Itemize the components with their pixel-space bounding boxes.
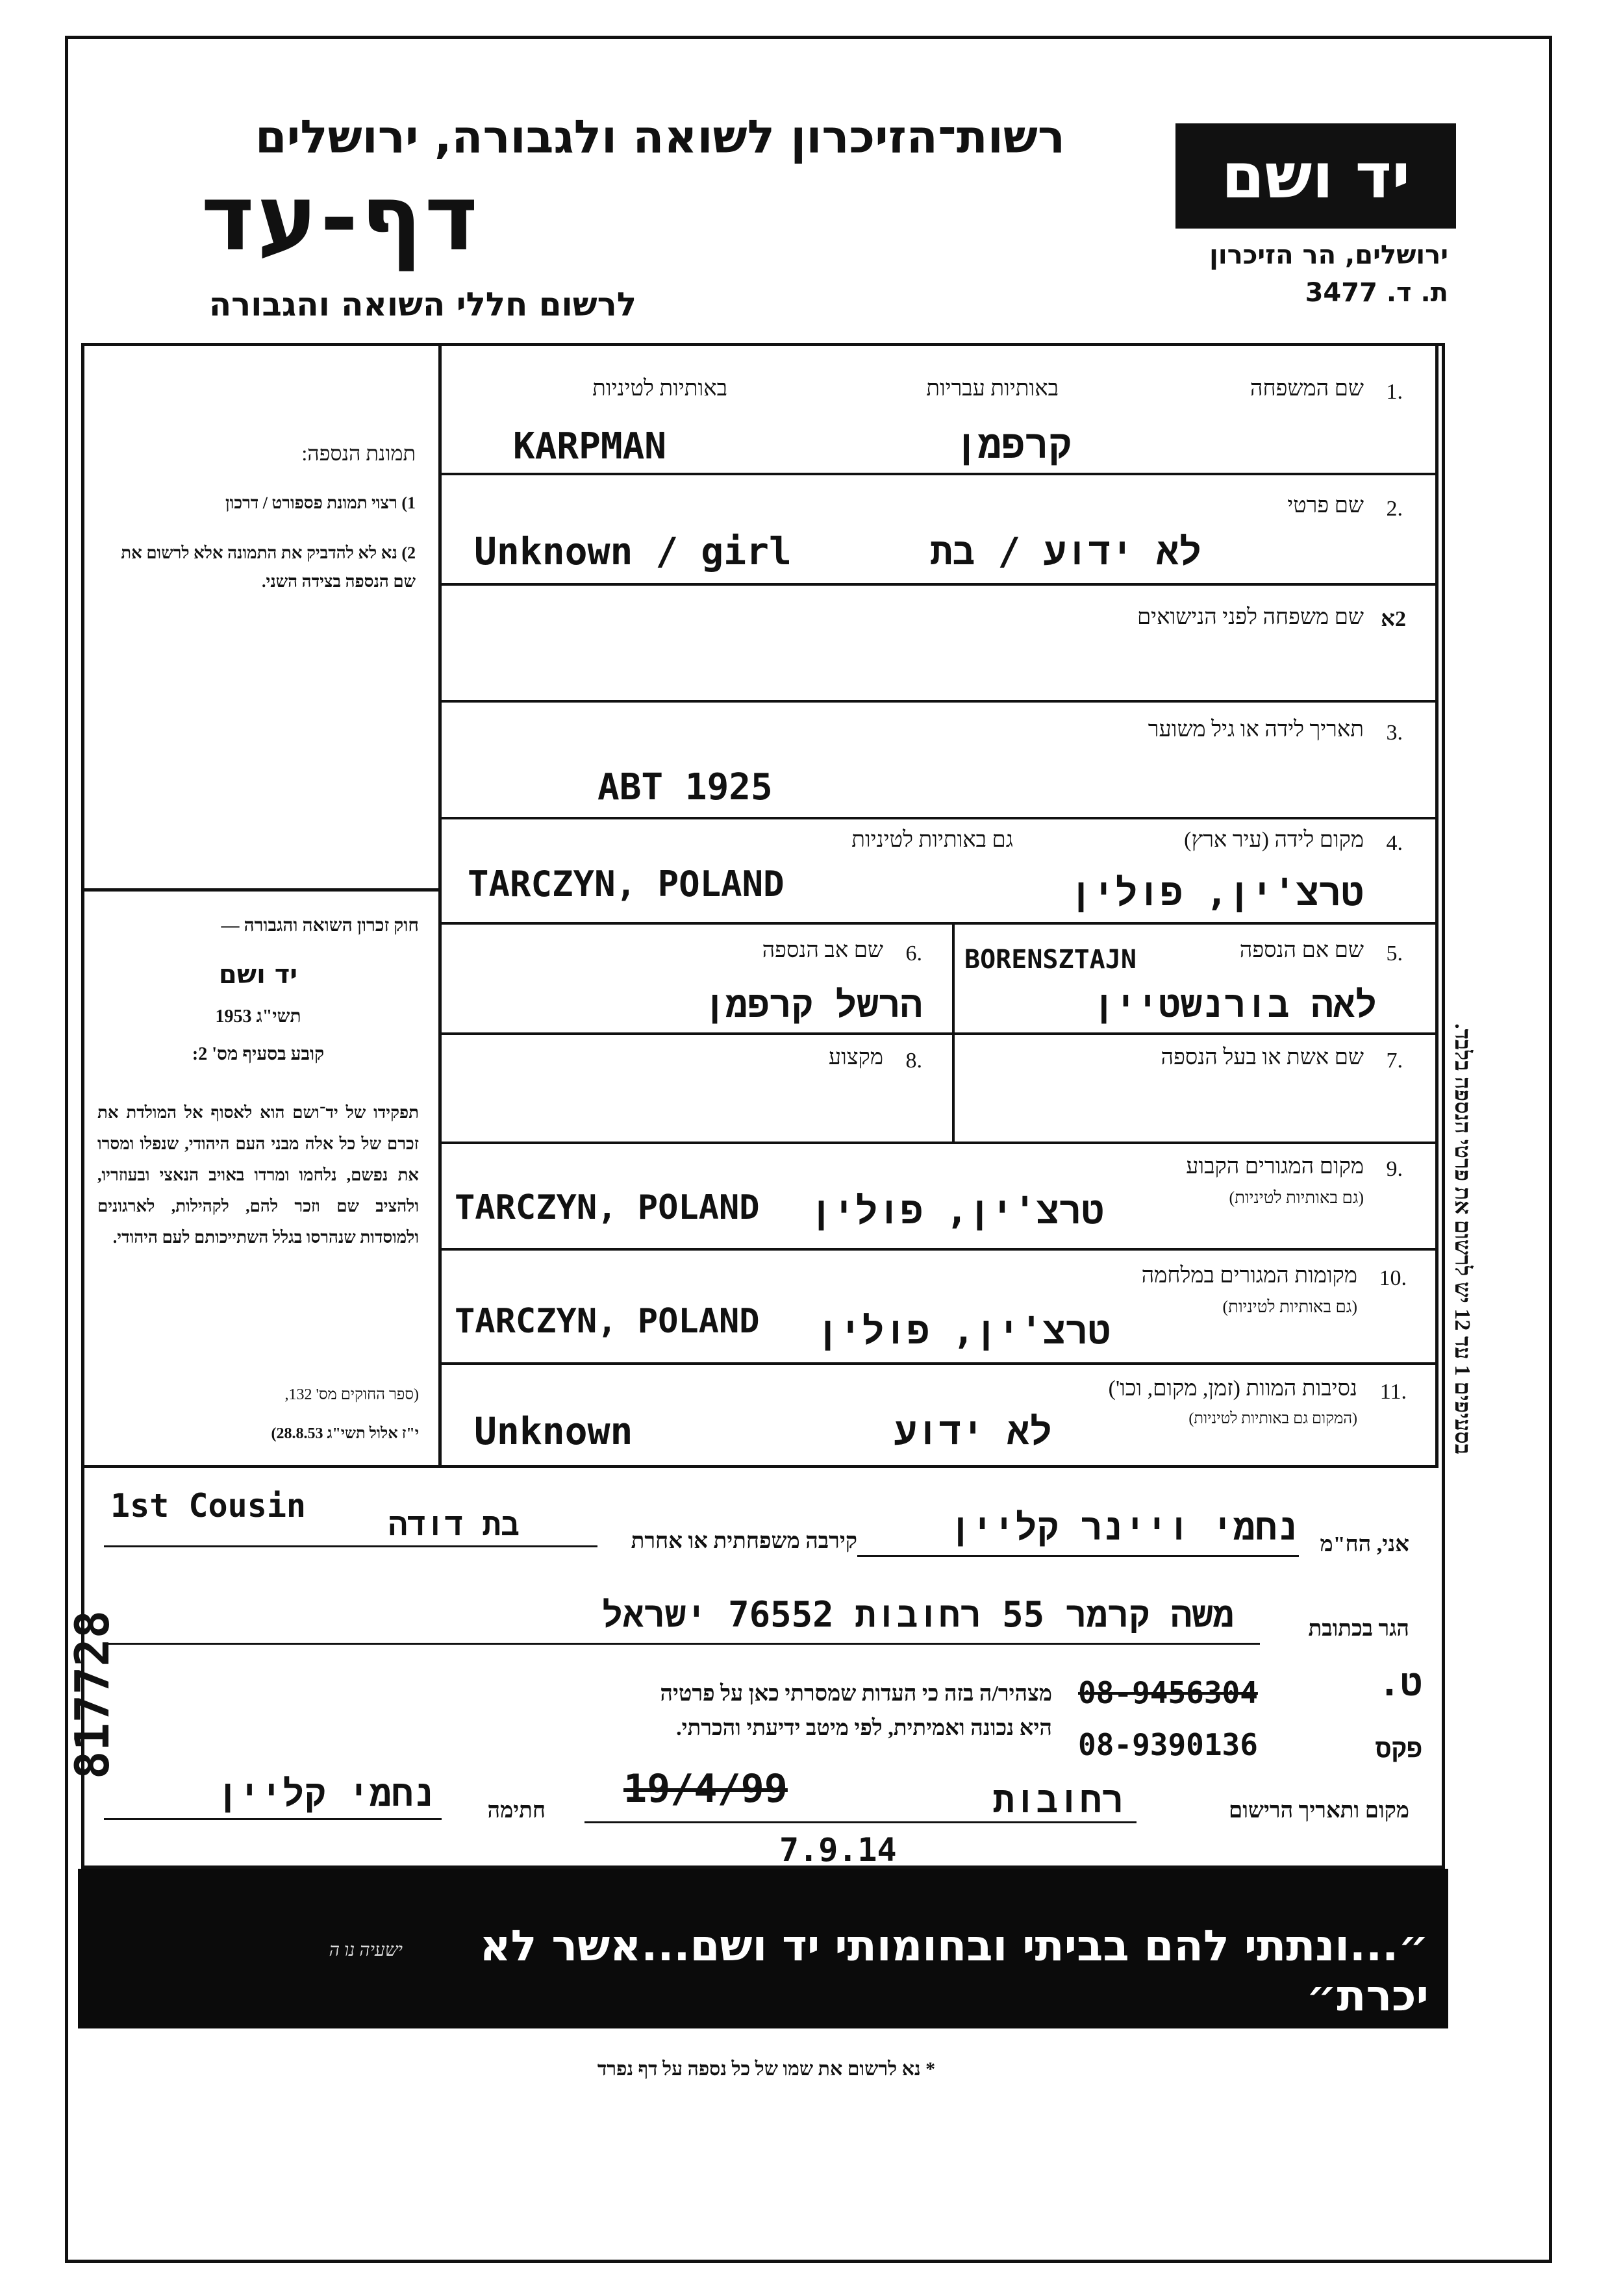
declaration-i-underline (857, 1555, 1299, 1557)
phone-1-prefix: ט. (1378, 1662, 1422, 1704)
field-3-value[interactable]: ABT 1925 (597, 766, 773, 808)
row-line-5 (442, 922, 1438, 925)
registration-date[interactable]: 19/4/99 (623, 1766, 788, 1812)
declaration-address-underline (104, 1643, 1260, 1645)
field-11-number: 11. (1379, 1380, 1407, 1404)
law-ref-1: (ספר החוקים מס' 132, (284, 1386, 419, 1403)
law-text: תפקידו של יד־ושם הוא לאסוף אל המולדת את זכרם של כל אלה מבני העם היהודי, שנפלו ומסרו את נפשם, נלחמו ומרדו באויב הנאצי ובעוזריו, ולהציב שם וזכר להם, לקהילות, לארגונים ולמוסדות שנהרסו בגלל השתייכותם לעם היהודי. (97, 1103, 419, 1247)
quote-banner (78, 1869, 1448, 2028)
field-4-number: 4. (1386, 831, 1403, 855)
footer-note: * נא לרשום את שמו של כל נספה על דף נפרד (597, 2058, 936, 2080)
declaration-i-label: אני, הח"מ (1320, 1532, 1409, 1556)
field-2-label: שם פרטי (1287, 493, 1364, 518)
row-split-5-8 (952, 922, 955, 1142)
declaration-relation-underline (104, 1545, 597, 1547)
declaration-relation-latin[interactable]: 1st Cousin (110, 1487, 307, 1525)
field-9-number: 9. (1386, 1157, 1403, 1181)
field-10-value-latin[interactable]: TARCZYN, POLAND (455, 1302, 760, 1341)
row-line-8 (442, 1248, 1438, 1251)
field-2-value-hebrew[interactable]: לא ידוע / בת (929, 529, 1201, 573)
field-6-value[interactable]: הרשל קרפמן (703, 984, 922, 1026)
photo-note-2: 2) נא לא להדביק את התמונה אלא לרשום את שם הנספה בצידה השני. (121, 543, 416, 591)
signature-label: חתימה (487, 1799, 546, 1823)
form-bottom-inner (81, 1465, 1438, 1468)
field-1-number: 1. (1386, 380, 1403, 404)
field-10-number: 10. (1379, 1266, 1407, 1290)
declaration-address-label: הגר בכתובת (1308, 1617, 1409, 1641)
banner-source: ישעיה נו ה (329, 1940, 403, 1960)
banner-quote: ״...ונתתי להם בביתי ובחומותי יד ושם...אשר לא יכרת״ (479, 1921, 1429, 2021)
law-name: יד ושם (218, 960, 298, 990)
field-4-value-latin[interactable]: TARCZYN, POLAND (468, 864, 785, 905)
row-line-3 (442, 700, 1438, 703)
yad-vashem-logo (1175, 123, 1456, 229)
signature-underline (104, 1818, 442, 1820)
field-2a-number: 2א (1381, 607, 1406, 631)
right-box-right-edge (1435, 343, 1438, 1466)
registration-date-2[interactable]: 7.9.14 (779, 1831, 897, 1869)
field-9-label: מקום המגורים הקבוע (1186, 1154, 1364, 1179)
field-8-label: מקצוע (828, 1045, 883, 1069)
field-4-label: מקום לידה (עיר ארץ) (1184, 828, 1364, 852)
declaration-relation-label: קירבה משפחתית או אחרת (631, 1529, 857, 1553)
row-line-1 (442, 473, 1438, 475)
row-line-4 (442, 817, 1438, 819)
field-5-value-latin[interactable]: BORENSZTAJN (964, 945, 1137, 975)
org-title: רשות־הזיכרון לשואה ולגבורה, ירושלים (255, 110, 1065, 164)
registration-label: מקום ותאריך הרישום (1228, 1799, 1409, 1823)
left-stamp-number: 817728 (65, 1610, 119, 1779)
declaration-statement-1: מצהיר/ה בזה כי העדות שמסרתי כאן על פרטיה (660, 1682, 1052, 1706)
signature[interactable]: נחמי קליין (216, 1773, 435, 1815)
field-5-value-hebrew[interactable]: לאה בורנשטיין (1093, 984, 1377, 1026)
row-line-9 (442, 1362, 1438, 1365)
declaration-address-value[interactable]: משה קרמר 55 רחובות 76552 ישראל (601, 1594, 1234, 1635)
field-2-value-latin[interactable]: Unknown / girl (474, 529, 792, 573)
side-note: בסעיפים 1 עד 12 יש לרשום את פרטי הנספה בלבד. (1450, 1023, 1474, 1454)
field-3-number: 3. (1386, 721, 1403, 745)
field-3-label: תאריך לידה או גיל משוער (1148, 718, 1364, 742)
phone-2-prefix: פקס (1375, 1734, 1422, 1764)
row-line-2 (442, 583, 1438, 586)
field-1-col-hebrew: באותיות עבריות (926, 377, 1059, 401)
form-subtitle: לרשום חללי השואה והגבורה (208, 286, 636, 323)
row-line-6 (442, 1032, 1438, 1035)
field-5-number: 5. (1386, 942, 1403, 966)
field-11-value-hebrew[interactable]: לא ידוע (894, 1409, 1052, 1453)
registration-place[interactable]: רחובות (992, 1779, 1124, 1821)
declaration-i-value[interactable]: נחמי ויינר קליין (949, 1506, 1299, 1549)
field-9-value-hebrew[interactable]: טרצ'ין, פולין (810, 1188, 1104, 1232)
address-line-2: ת. ד. 3477 (1305, 278, 1448, 308)
field-4-value-hebrew[interactable]: טרצ'ין, פולין (1070, 870, 1364, 914)
field-7-label: שם אשת או בעל הנספה (1161, 1045, 1364, 1069)
field-10-sublabel: (גם באותיות לטיניות) (1222, 1297, 1357, 1316)
field-1-value-hebrew[interactable]: קרפמן (954, 422, 1072, 468)
field-9-sublabel: (גם באותיות לטיניות) (1229, 1188, 1364, 1207)
field-10-value-hebrew[interactable]: טרצ'ין, פולין (816, 1308, 1111, 1353)
registration-underline (584, 1821, 1137, 1823)
field-6-label: שם אב הנספה (762, 938, 883, 962)
field-2-number: 2. (1386, 497, 1403, 521)
field-2a-label: שם משפחה לפני הנישואים (1137, 605, 1364, 629)
photo-law-divider (81, 888, 442, 892)
field-9-value-latin[interactable]: TARCZYN, POLAND (455, 1188, 760, 1227)
left-column-divider (438, 343, 442, 1466)
field-11-sublabel: (המקום גם באותיות לטיניות) (1188, 1410, 1357, 1427)
field-8-number: 8. (905, 1049, 922, 1073)
photo-note-1: 1) רצוי תמונת פספורט / דרכון (225, 493, 416, 512)
field-1-value-latin[interactable]: KARPMAN (513, 425, 667, 468)
field-1-col-latin: באותיות לטיניות (592, 377, 727, 401)
field-4-label-latin: גם באותיות לטיניות (851, 828, 1013, 852)
law-year: תשי"ג 1953 (215, 1006, 301, 1027)
law-ref-2: י"ז אלול תשי"ג 28.8.53) (271, 1425, 419, 1442)
form-title: דף-עד (201, 166, 481, 271)
photo-panel-title: תמונת הנספה: (301, 442, 416, 465)
logo-text: יד ושם (1221, 140, 1411, 212)
address-line-1: ירושלים, הר הזיכרון (1209, 240, 1448, 270)
declaration-statement-2: היא נכונה ואמיתית, לפי מיטב ידיעתי והכרתי. (676, 1716, 1052, 1740)
phone-1-value[interactable]: 08-9456304 (1078, 1675, 1258, 1710)
field-11-label: נסיבות המוות (זמן, מקום, וכו') (1108, 1377, 1357, 1401)
field-10-label: מקומות המגורים במלחמה (1141, 1264, 1357, 1288)
field-11-value-latin[interactable]: Unknown (474, 1409, 633, 1453)
phone-2-value[interactable]: 08-9390136 (1078, 1727, 1258, 1762)
law-section: קובע בסעיף מס' 2: (192, 1044, 325, 1064)
declaration-relation-value[interactable]: בת דודה (388, 1506, 520, 1543)
law-title: חוק זכרון השואה והגבורה — (221, 916, 419, 936)
field-7-number: 7. (1386, 1049, 1403, 1073)
field-5-label: שם אם הנספה (1239, 938, 1364, 962)
row-line-7 (442, 1142, 1438, 1144)
field-1-label: שם המשפחה (1250, 377, 1364, 401)
field-6-number: 6. (905, 942, 922, 966)
